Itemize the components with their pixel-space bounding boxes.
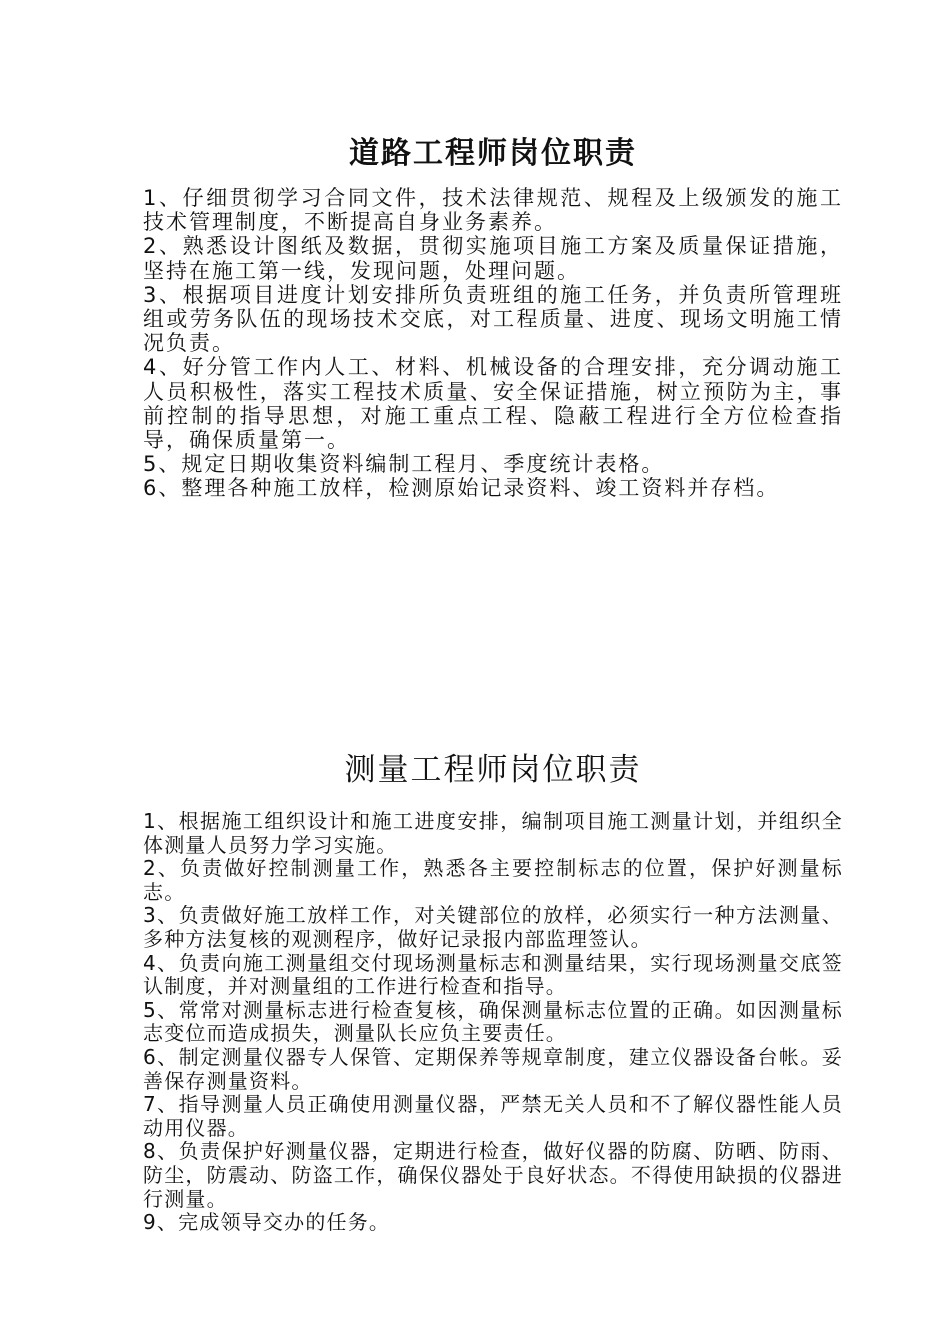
- list-item: 7、指导测量人员正确使用测量仪器，严禁无关人员和不了解仪器性能人员动用仪器。: [143, 1092, 843, 1140]
- list-item: 2、熟悉设计图纸及数据，贯彻实施项目施工方案及质量保证措施，坚持在施工第一线，发现问题，处理问题。: [143, 234, 843, 283]
- list-item: 5、规定日期收集资料编制工程月、季度统计表格。: [143, 452, 665, 477]
- list-item: 4、好分管工作内人工、材料、机械设备的合理安排，充分调动施工人员积极性，落实工程技术质量、安全保证措施，树立预防为主，事前控制的指导思想，对施工重点工程、隐蔽工程进行全方位检查指导，确保质量第一。: [143, 355, 843, 453]
- list-item: 3、根据项目进度计划安排所负责班组的施工任务，并负责所管理班组或劳务队伍的现场技术交底，对工程质量、进度、现场文明施工情况负责。: [143, 282, 843, 356]
- list-item: 3、负责做好施工放样工作，对关键部位的放样，必须实行一种方法测量、多种方法复核的观测程序，做好记录报内部监理签认。: [143, 903, 843, 951]
- list-item: 4、负责向施工测量组交付现场测量标志和测量结果，实行现场测量交底签认制度，并对测量组的工作进行检查和指导。: [143, 950, 843, 999]
- road-engineer-duties-list: [143, 186, 843, 501]
- road-engineer-title: 道路工程师岗位职责: [349, 136, 637, 171]
- survey-engineer-section: [143, 748, 843, 1235]
- list-item: 5、常常对测量标志进行检查复核，确保测量标志位置的正确。如因测量标志变位而造成损失，测量队长应负主要责任。: [143, 997, 843, 1046]
- list-item: 1、根据施工组织设计和施工进度安排，编制项目施工测量计划，并组织全体测量人员努力学习实施。: [143, 809, 843, 857]
- survey-engineer-duties-list: [143, 810, 843, 1235]
- survey-engineer-title: 测量工程师岗位职责: [344, 752, 642, 788]
- list-item: 2、负责做好控制测量工作，熟悉各主要控制标志的位置，保护好测量标志。: [143, 856, 843, 904]
- list-item: 9、完成领导交办的任务。: [143, 1210, 391, 1235]
- list-item: 6、整理各种施工放样，检测原始记录资料、竣工资料并存档。: [143, 476, 780, 501]
- list-item: 1、仔细贯彻学习合同文件，技术法律规范、规程及上级颁发的施工技术管理制度，不断提高自身业务素养。: [143, 186, 843, 235]
- list-item: 6、制定测量仪器专人保管、定期保养等规章制度，建立仪器设备台帐。妥善保存测量资料。: [143, 1044, 843, 1093]
- list-item: 8、负责保护好测量仪器，定期进行检查，做好仪器的防腐、防晒、防雨、防尘，防震动、防盗工作，确保仪器处于良好状态。不得使用缺损的仪器进行测量。: [143, 1139, 843, 1211]
- road-engineer-section: [143, 132, 843, 501]
